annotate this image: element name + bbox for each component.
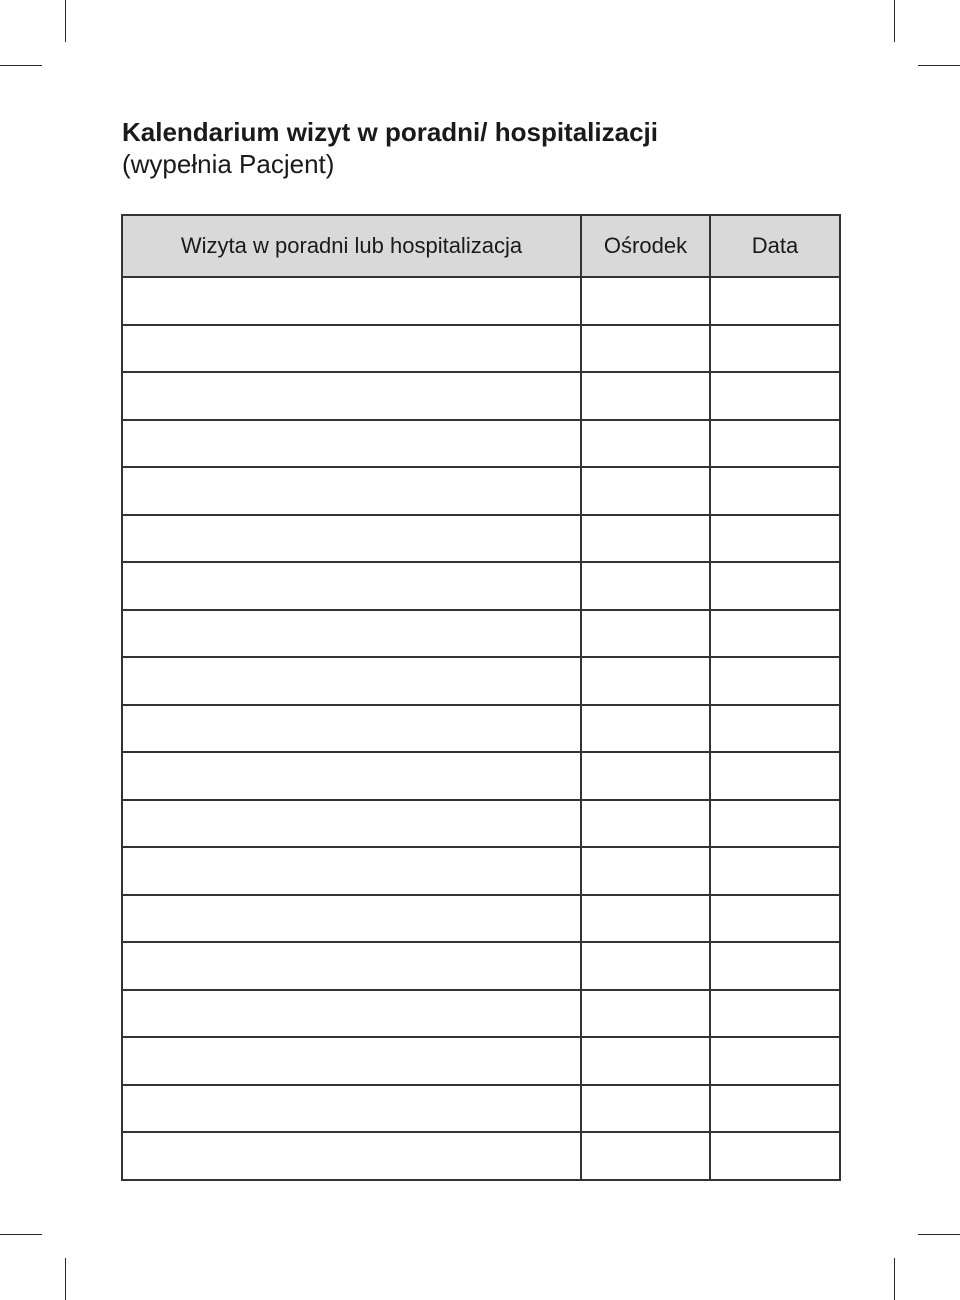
cell-date[interactable]	[710, 515, 840, 563]
table-row	[122, 752, 840, 800]
cell-center[interactable]	[581, 895, 710, 943]
crop-mark-top-right-vertical	[894, 0, 895, 42]
table-row	[122, 942, 840, 990]
crop-mark-top-right-horizontal	[918, 65, 960, 66]
table-row	[122, 800, 840, 848]
cell-date[interactable]	[710, 372, 840, 420]
table-row	[122, 562, 840, 610]
column-header-center: Ośrodek	[581, 215, 710, 277]
column-header-date: Data	[710, 215, 840, 277]
cell-center[interactable]	[581, 657, 710, 705]
table-row	[122, 657, 840, 705]
title-line-2: (wypełnia Pacjent)	[122, 149, 335, 179]
cell-date[interactable]	[710, 1037, 840, 1085]
cell-visit[interactable]	[122, 610, 581, 658]
cell-visit[interactable]	[122, 277, 581, 325]
cell-visit[interactable]	[122, 1085, 581, 1133]
cell-date[interactable]	[710, 800, 840, 848]
table-row	[122, 420, 840, 468]
cell-date[interactable]	[710, 657, 840, 705]
cell-center[interactable]	[581, 705, 710, 753]
table-row	[122, 372, 840, 420]
cell-visit[interactable]	[122, 990, 581, 1038]
page-title	[122, 116, 842, 180]
cell-date[interactable]	[710, 1132, 840, 1180]
cell-visit[interactable]	[122, 942, 581, 990]
cell-visit[interactable]	[122, 800, 581, 848]
cell-center[interactable]	[581, 325, 710, 373]
cell-date[interactable]	[710, 847, 840, 895]
cell-date[interactable]	[710, 705, 840, 753]
table-row	[122, 1132, 840, 1180]
cell-center[interactable]	[581, 847, 710, 895]
cell-visit[interactable]	[122, 847, 581, 895]
cell-center[interactable]	[581, 562, 710, 610]
table-row	[122, 1037, 840, 1085]
table-row	[122, 990, 840, 1038]
table-row	[122, 325, 840, 373]
title-line-1: Kalendarium wizyt w poradni/ hospitalizacji	[122, 117, 658, 147]
cell-visit[interactable]	[122, 705, 581, 753]
cell-visit[interactable]	[122, 562, 581, 610]
cell-center[interactable]	[581, 1037, 710, 1085]
table-row	[122, 610, 840, 658]
cell-date[interactable]	[710, 990, 840, 1038]
cell-center[interactable]	[581, 420, 710, 468]
table-row	[122, 1085, 840, 1133]
table-row	[122, 895, 840, 943]
column-header-visit: Wizyta w poradni lub hospitalizacja	[122, 215, 581, 277]
table-header-row	[122, 215, 840, 277]
cell-center[interactable]	[581, 372, 710, 420]
crop-mark-bottom-right-horizontal	[918, 1234, 960, 1235]
cell-visit[interactable]	[122, 467, 581, 515]
table-row	[122, 847, 840, 895]
cell-date[interactable]	[710, 325, 840, 373]
cell-date[interactable]	[710, 610, 840, 658]
cell-visit[interactable]	[122, 657, 581, 705]
cell-visit[interactable]	[122, 515, 581, 563]
cell-center[interactable]	[581, 515, 710, 563]
cell-center[interactable]	[581, 467, 710, 515]
cell-center[interactable]	[581, 277, 710, 325]
cell-visit[interactable]	[122, 1037, 581, 1085]
cell-date[interactable]	[710, 895, 840, 943]
table-row	[122, 515, 840, 563]
visit-calendar-table	[121, 214, 841, 1181]
cell-center[interactable]	[581, 610, 710, 658]
cell-date[interactable]	[710, 420, 840, 468]
cell-date[interactable]	[710, 752, 840, 800]
cell-center[interactable]	[581, 942, 710, 990]
table-row	[122, 467, 840, 515]
cell-date[interactable]	[710, 467, 840, 515]
cell-visit[interactable]	[122, 325, 581, 373]
cell-visit[interactable]	[122, 372, 581, 420]
cell-center[interactable]	[581, 1085, 710, 1133]
cell-visit[interactable]	[122, 752, 581, 800]
cell-date[interactable]	[710, 942, 840, 990]
cell-center[interactable]	[581, 800, 710, 848]
crop-mark-bottom-left-horizontal	[0, 1234, 42, 1235]
cell-center[interactable]	[581, 752, 710, 800]
cell-visit[interactable]	[122, 420, 581, 468]
crop-mark-bottom-right-vertical	[894, 1258, 895, 1300]
cell-center[interactable]	[581, 990, 710, 1038]
crop-mark-bottom-left-vertical	[65, 1258, 66, 1300]
crop-mark-top-left-vertical	[65, 0, 66, 42]
table-row	[122, 705, 840, 753]
cell-visit[interactable]	[122, 1132, 581, 1180]
cell-date[interactable]	[710, 277, 840, 325]
cell-date[interactable]	[710, 562, 840, 610]
cell-visit[interactable]	[122, 895, 581, 943]
table-row	[122, 277, 840, 325]
crop-mark-top-left-horizontal	[0, 65, 42, 66]
table-body	[122, 277, 840, 1180]
cell-center[interactable]	[581, 1132, 710, 1180]
cell-date[interactable]	[710, 1085, 840, 1133]
